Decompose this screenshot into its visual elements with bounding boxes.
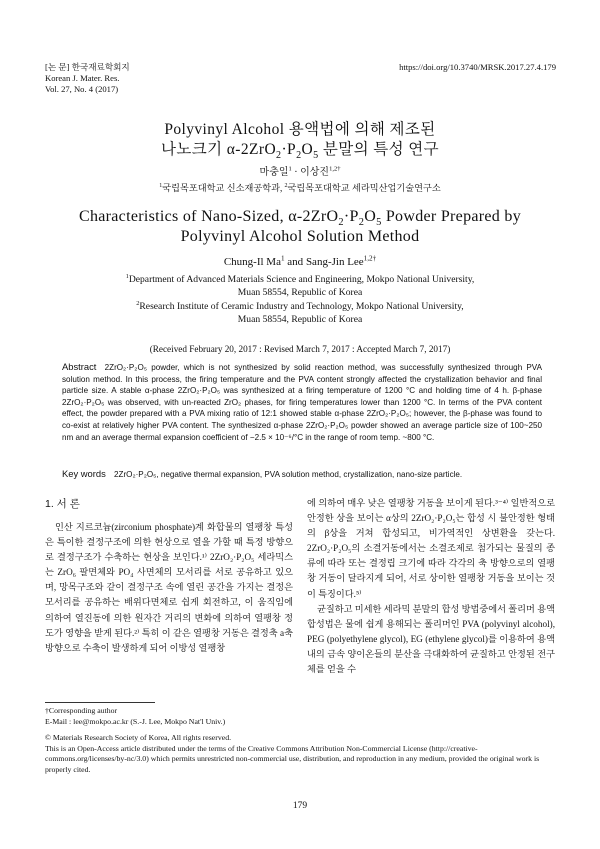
korean-affiliations: $^1$국립목포대학교 신소재공학과, $^2$국립목포대학교 세라믹산업기술연구소 xyxy=(159,182,441,193)
footnotes xyxy=(45,706,557,776)
journal-line-3: Vol. 27, No. 4 (2017) xyxy=(45,84,119,94)
keywords xyxy=(62,468,542,479)
left-column xyxy=(45,496,293,656)
corresponding-author: †Corresponding author xyxy=(45,706,118,715)
english-affiliation-1: $^1$Department of Advanced Materials Science and Engineering, Mokpo National University, Muan 58554, Republic of Korea xyxy=(125,272,475,299)
intro-paragraph-1: 인산 지르코늄(zirconium phosphate)계 화합물의 열팽창 특성은 특이한 결정구조에 의한 현상으로 열을 가할 때 특정 방향으로 결정구조가 수축하는 현상을 보인다.¹⁾ 2ZrO₂·P₂O₅ 세라믹스는 ZrO₆ 팔면체와 PO₄ 사면체의 모서리를 서로 공유하고 있으며, 망목구조와 같이 결정구조 속에 열린 공간을 가지는 결정은 모서리를 공유하는 배위다면체로 쉽게 회전하고, 이 움직임에 의하여 열진동에 의한 원자간 거리의 변화에 의하여 열팽창 정도가 영향을 받게 된다.²⁾ 특히 이 같은 열팽창 거동은 결정축 a축 방향으로 수축이 발생하게 되어 이방성 열팽창 xyxy=(45,522,293,653)
intro-paragraph-2: 균질하고 미세한 세라믹 분말의 합성 방법중에서 폴리머 용액합성법은 물에 쉽게 용해되는 폴리머인 PVA (polyvinyl alcohol), PEG (polyethylene glycol), EG (ethylene glycol)를 이용하여 용액내의 금속 양이온들의 분산을 극대화하여 균질하고 안정된 전구체를 얻을 수 xyxy=(307,603,555,675)
license-notice: This is an Open-Access article distributed under the terms of the Creative Commons Attribution Non-Commercial License (http://creative-commons.org/licenses/by-nc/3.0) which permits unrestricted non-commercial use, distribution, and reproduction in any medium, provided the original work is properly cited. xyxy=(45,743,540,774)
korean-authors: 마충일$^1$ · 이상진$^{1,2\dagger}$ xyxy=(259,165,341,178)
doi-link[interactable]: https://doi.org/10.3740/MRSK.2017.27.4.179 xyxy=(399,62,556,72)
english-title-line-2: Polyvinyl Alcohol Solution Method xyxy=(180,228,420,245)
korean-title-line-1: Polyvinyl Alcohol 용액법에 의해 제조된 xyxy=(164,121,436,138)
keywords-text: 2ZrO₂·P₂O₅, negative thermal expansion, PVA solution method, crystallization, nano-size particle. xyxy=(114,470,463,479)
page-number: 179 xyxy=(292,801,308,811)
received-dates: (Received February 20, 2017 : Revised March 7, 2017 : Accepted March 7, 2017) xyxy=(149,344,451,354)
english-title-line-1: Characteristics of Nano-Sized, $\alpha-2ZrO_2\cdot P_2O_5$ Powder Prepared by xyxy=(78,208,522,229)
author-email: E-Mail : lee@mokpo.ac.kr (S.-J. Lee, Mokpo Nat'l Univ.) xyxy=(45,716,226,726)
journal-info xyxy=(45,62,130,95)
journal-line-2: Korean J. Mater. Res. xyxy=(45,73,120,83)
intro-paragraph-1-cont: 에 의하여 매우 낮은 열팽창 거동을 보이게 된다.³⁻⁴⁾ 일반적으로 안정한 상을 보이는 α상의 2ZrO₂·P₂O₅는 합성 시 불안정한 형태의 β상을 거쳐 합성되고, 비가역적인 상변환을 갖는다. 2ZrO₂·P₂O₅의 소결거동에서는 소결조제로 첨가되는 물질의 종류에 따라 또는 결정립 크기에 따라 각각의 축 방향으로의 열팽창 거동이 달라지게 되어, 서로 상이한 열팽창 거동을 보이는 것이 특징이다.⁵⁾ xyxy=(307,498,555,599)
abstract xyxy=(62,361,542,443)
keywords-label: Key words xyxy=(62,468,106,479)
journal-line-1: [논 문] 한국재료학회지 xyxy=(45,62,130,72)
section-heading-introduction: 1. 서 론 xyxy=(45,498,80,510)
footnote-divider xyxy=(45,702,155,703)
korean-title-line-2: 나노크기 $\alpha-2ZrO_2\cdot P_2O_5$ 분말의 특성 연구 xyxy=(161,141,439,162)
abstract-text: 2ZrO₂·P₂O₅ powder, which is not synthesized by solid reaction method, was successfully synthesized through PVA solution method. In this process, the firing temperature and the PVA content strongly affected the crystallization behavior and final particle size. A stable α-phase 2ZrO₂·P₂O₅ was synthesized at a firing temperature of 1200 °C and holding time of 4 h. β-phase 2ZrO₂·P₂O₅ was observed, with un-reacted ZrO₂ phases, for firing temperatures lower than 1200 °C. In terms of the PVA content effect, the powder prepared with a PVA mixing ratio of 12:1 showed stable α-phase 2ZrO₂·P₂O₅; however, the β-phase was found to co-exist at relatively higher PVA content. The synthesized α-phase 2ZrO₂·P₂O₅ powder showed an average particle size of 100~250 nm and an average thermal expansion coefficient of −2.5 × 10⁻⁶/°C in the range of room temp. ~800 °C. xyxy=(62,363,543,442)
copyright-notice: © Materials Research Society of Korea, All rights reserved. xyxy=(45,733,232,743)
right-column xyxy=(307,496,555,677)
english-authors: Chung-Il Ma$^1$ and Sang-Jin Lee$^{1,2\dagger}$ xyxy=(223,254,377,268)
abstract-label: Abstract xyxy=(62,361,97,372)
english-affiliation-2: $^2$Research Institute of Ceramic Industry and Technology, Mokpo National University, Muan 58554, Republic of Korea xyxy=(136,299,464,326)
